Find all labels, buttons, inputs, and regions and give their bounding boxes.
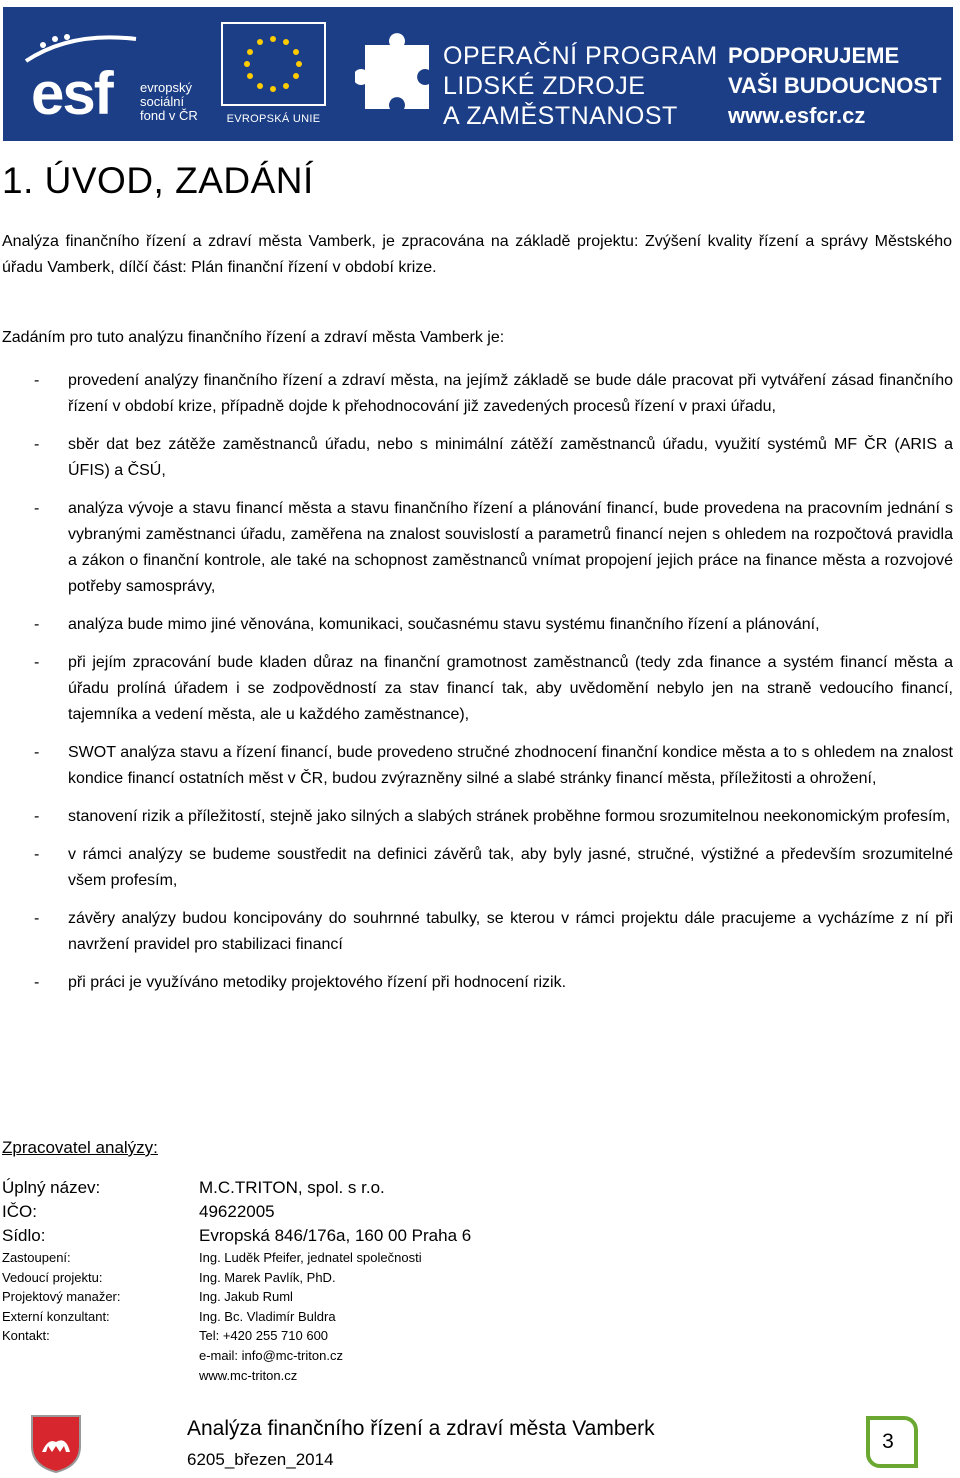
table-row: Externí konzultant: Ing. Bc. Vladimír Buldra bbox=[2, 1308, 336, 1324]
vamberk-coat-of-arms-icon bbox=[28, 1412, 84, 1474]
table-row: www.mc-triton.cz bbox=[199, 1367, 298, 1383]
esf-logo bbox=[15, 21, 215, 131]
eu-stars-icon bbox=[216, 21, 331, 109]
task-list bbox=[0, 368, 953, 1008]
table-row: Úplný název: M.C.TRITON, spol. s r.o. bbox=[2, 1178, 385, 1197]
list-item: - provedení analýzy finančního řízení a zdraví města, na jejímž základě se bude dále pracovat při vytváření zásad finančního řízení v období krize, případně dojde k přehodnocování již zavedených procesů řízení v praxi úřadu, bbox=[34, 372, 953, 415]
puzzle-logo-icon bbox=[355, 25, 435, 135]
section-heading: 1. ÚVOD, ZADÁNÍ bbox=[2, 160, 314, 201]
list-item: - stanovení rizik a příležitostí, stejně jako silných a slabých stránek proběhne formou srozumitelnou neekonomickým profesím, bbox=[34, 808, 951, 825]
list-item: - sběr dat bez zátěže zaměstnanců úřadu, nebo s minimální zátěží zaměstnanců úřadu, využití systémů MF ČR (ARIS a ÚFIS) a ČSÚ, bbox=[34, 436, 953, 479]
table-row: IČO: 49622005 bbox=[2, 1202, 275, 1221]
table-row: Projektový manažer: Ing. Jakub Ruml bbox=[2, 1289, 293, 1305]
author-section-title: Zpracovatel analýzy: bbox=[2, 1138, 158, 1157]
list-item: - analýza vývoje a stavu financí města a stavu finančního řízení a plánování financí, bude provedena na pracovním jednání s vybranými zaměstnanci úřadu, zaměřena na znalost souvislostí a parametrů financí nejen s ohledem na rozpočtová pravidla a zákon o finanční kontrole, ale také na schopnost zaměstnanců vnímat propojení jejich práce na finance města a rozvojové potřeby samosprávy, bbox=[34, 500, 953, 595]
eu-flag-logo bbox=[216, 21, 331, 131]
list-item: - závěry analýzy budou koncipovány do souhrnné tabulky, se kterou v rámci projektu dále pracujeme a vycházíme z ní při navržení pravidel pro stabilizaci financí bbox=[34, 910, 953, 953]
footer-title: Analýza finančního řízení a zdraví města Vamberk bbox=[187, 1417, 655, 1440]
table-row: Zastoupení: Ing. Luděk Pfeifer, jednatel společnosti bbox=[2, 1250, 422, 1265]
list-item: - analýza bude mimo jiné věnována, komunikaci, současnému stavu systému finančního řízení a plánování, bbox=[34, 616, 820, 633]
esf-logo-text: esf bbox=[31, 60, 112, 127]
table-row: Sídlo: Evropská 846/176a, 160 00 Praha 6 bbox=[2, 1226, 472, 1245]
table-row: e-mail: info@mc-triton.cz bbox=[199, 1347, 343, 1363]
list-item: - SWOT analýza stavu a řízení financí, bude provedeno stručné zhodnocení finanční kondice města a to s ohledem na znalost kondice financí ostatních měst v ČR, budou zvýrazněny silné a slabé stránky financí města, příležitosti a ohrožení, bbox=[34, 744, 953, 787]
table-row: Vedoucí projektu: Ing. Marek Pavlík, PhD. bbox=[2, 1269, 336, 1285]
esf-banner bbox=[3, 7, 953, 141]
esf-logo-subtext: evropský sociální fond v ČR bbox=[140, 80, 198, 123]
author-info-table bbox=[2, 1176, 471, 1385]
table-row: Kontakt: Tel: +420 255 710 600 bbox=[2, 1328, 329, 1344]
list-item: - v rámci analýzy se budeme soustředit na definici závěrů tak, aby byly jasné, stručné, výstižné a především srozumitelné všem profesím, bbox=[34, 846, 953, 889]
footer-document-code: 6205_březen_2014 bbox=[187, 1450, 334, 1469]
assignment-title: Zadáním pro tuto analýzu finančního řízení a zdraví města Vamberk je: bbox=[2, 329, 505, 346]
op-program-title: OPERAČNÍ PROGRAM LIDSKÉ ZDROJE A ZAMĚSTNANOST bbox=[443, 42, 718, 130]
list-item: - při jejím zpracování bude kladen důraz na finanční gramotnost zaměstnanců (tedy zda finance a systém financí města a úřadu prolíná úřadem i se zodpovědností za stav financí tak, aby uvědomění nebylo jen na straně vedoucího financí, tajemníka a vedení města, ale u každého zaměstnance), bbox=[34, 654, 953, 723]
support-slogan: PODPORUJEME VAŠI BUDOUCNOST www.esfcr.cz bbox=[728, 43, 942, 128]
intro-paragraph: Analýza finančního řízení a zdraví města Vamberk, je zpracována na základě projektu: Zvýšení kvality řízení a správy Městského úřadu Vamberk, dílčí část: Plán finanční řízení v období krize. bbox=[2, 233, 952, 276]
list-item: - při práci je využíváno metodiky projektového řízení při hodnocení rizik. bbox=[34, 974, 567, 991]
eu-label: EVROPSKÁ UNIE bbox=[226, 113, 321, 125]
page-number: 3 bbox=[882, 1430, 894, 1453]
